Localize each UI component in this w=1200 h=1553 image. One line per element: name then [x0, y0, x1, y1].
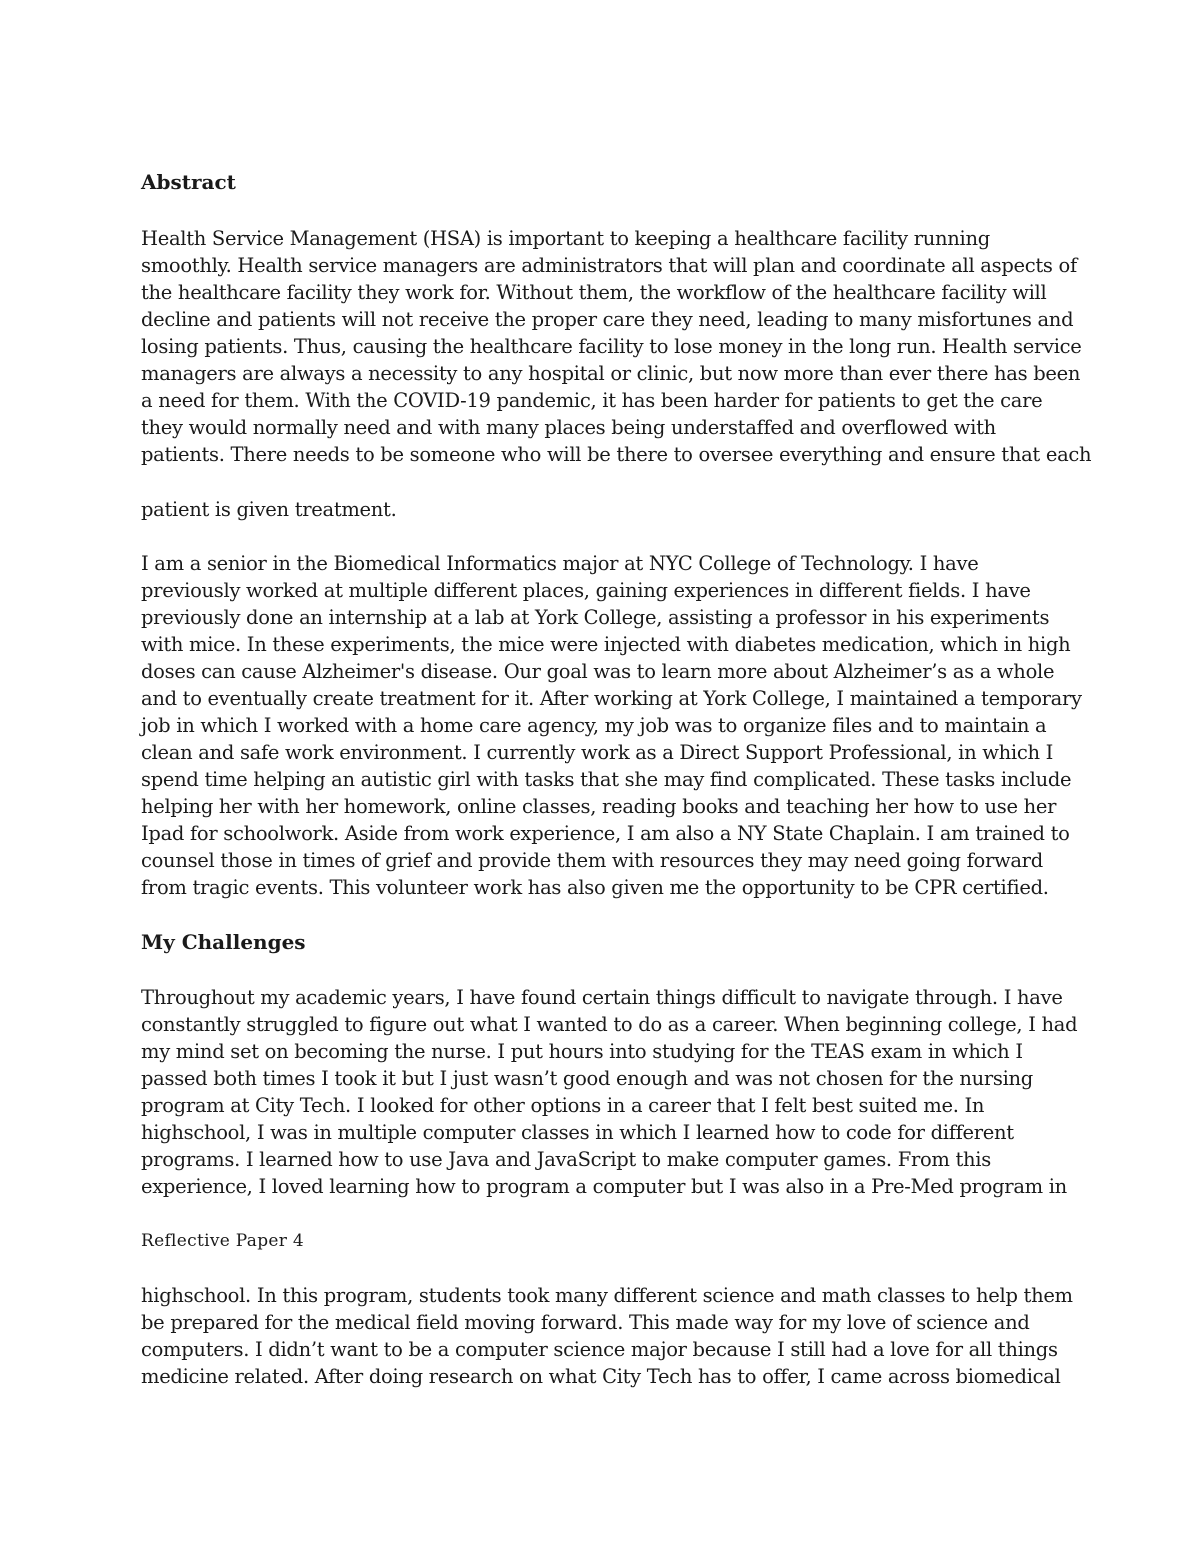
paragraph-line: they would normally need and with many places being understaffed and overflowed with: [141, 416, 996, 439]
paragraph-line: program at City Tech. I looked for other options in a career that I felt best suited me. In: [141, 1094, 985, 1117]
challenges-heading: My Challenges: [141, 930, 306, 954]
paragraph-line: patients. There needs to be someone who will be there to oversee everything and ensure that each: [141, 443, 1092, 466]
paragraph-line: doses can cause Alzheimer's disease. Our goal was to learn more about Alzheimer’s as a whole: [141, 660, 1055, 683]
paragraph-line: patient is given treatment.: [141, 498, 397, 521]
paragraph-line: smoothly. Health service managers are administrators that will plan and coordinate all aspects of: [141, 254, 1077, 277]
paragraph-line: counsel those in times of grief and provide them with resources they may need going forward: [141, 849, 1043, 872]
abstract-paragraph: [141, 225, 1092, 468]
paragraph-line: managers are always a necessity to any hospital or clinic, but now more than ever there has been: [141, 362, 1081, 385]
paragraph-line: previously done an internship at a lab at York College, assisting a professor in his experiments: [141, 606, 1050, 629]
paragraph-line: a need for them. With the COVID-19 pandemic, it has been harder for patients to get the care: [141, 389, 1043, 412]
paragraph-line: highschool. In this program, students took many different science and math classes to help them: [141, 1284, 1073, 1307]
paragraph-line: be prepared for the medical field moving forward. This made way for my love of science and: [141, 1311, 1030, 1334]
paragraph-line: passed both times I took it but I just wasn’t good enough and was not chosen for the nursing: [141, 1067, 1033, 1090]
paragraph-line: and to eventually create treatment for it. After working at York College, I maintained a temporary: [141, 687, 1082, 710]
page4-paragraph: [141, 1282, 1071, 1390]
paragraph-line: I am a senior in the Biomedical Informatics major at NYC College of Technology. I have: [141, 552, 979, 575]
paragraph-line: spend time helping an autistic girl with tasks that she may find complicated. These tasks include: [141, 768, 1072, 791]
abstract-heading: Abstract: [141, 170, 236, 194]
paragraph-line: previously worked at multiple different places, gaining experiences in different fields. I have: [141, 579, 1031, 602]
paragraph-line: experience, I loved learning how to program a computer but I was also in a Pre-Med program in: [141, 1175, 1067, 1198]
paragraph-line: helping her with her homework, online classes, reading books and teaching her how to use her: [141, 795, 1057, 818]
paragraph-line: highschool, I was in multiple computer classes in which I learned how to code for different: [141, 1121, 1014, 1144]
background-paragraph: [141, 550, 1082, 901]
paragraph-line: from tragic events. This volunteer work has also given me the opportunity to be CPR certified.: [141, 876, 1049, 899]
paragraph-line: with mice. In these experiments, the mice were injected with diabetes medication, which in high: [141, 633, 1071, 656]
challenges-paragraph: [141, 984, 1078, 1200]
paragraph-line: the healthcare facility they work for. Without them, the workflow of the healthcare facility will: [141, 281, 1047, 304]
paragraph-line: medicine related. After doing research on what City Tech has to offer, I came across biomedical: [141, 1365, 1061, 1388]
paragraph-line: losing patients. Thus, causing the healthcare facility to lose money in the long run. Health service: [141, 335, 1082, 358]
paragraph-line: clean and safe work environment. I currently work as a Direct Support Professional, in which I: [141, 741, 1054, 764]
paragraph-line: Ipad for schoolwork. Aside from work experience, I am also a NY State Chaplain. I am trained to: [141, 822, 1070, 845]
paragraph-line: computers. I didn’t want to be a computer science major because I still had a love for all things: [141, 1338, 1058, 1361]
paragraph-line: programs. I learned how to use Java and JavaScript to make computer games. From this: [141, 1148, 991, 1171]
paragraph-line: job in which I worked with a home care agency, my job was to organize files and to maintain a: [141, 714, 1047, 737]
paragraph-line: my mind set on becoming the nurse. I put hours into studying for the TEAS exam in which I: [141, 1040, 1023, 1063]
paragraph-line: Throughout my academic years, I have found certain things difficult to navigate through. I have: [141, 986, 1063, 1009]
paragraph-line: constantly struggled to figure out what I wanted to do as a career. When beginning college, I had: [141, 1013, 1078, 1036]
running-head: Reflective Paper 4: [141, 1231, 305, 1251]
abstract-continuation: [141, 496, 1071, 523]
paragraph-line: Health Service Management (HSA) is important to keeping a healthcare facility running: [141, 227, 990, 250]
paragraph-line: decline and patients will not receive the proper care they need, leading to many misfortunes and: [141, 308, 1074, 331]
